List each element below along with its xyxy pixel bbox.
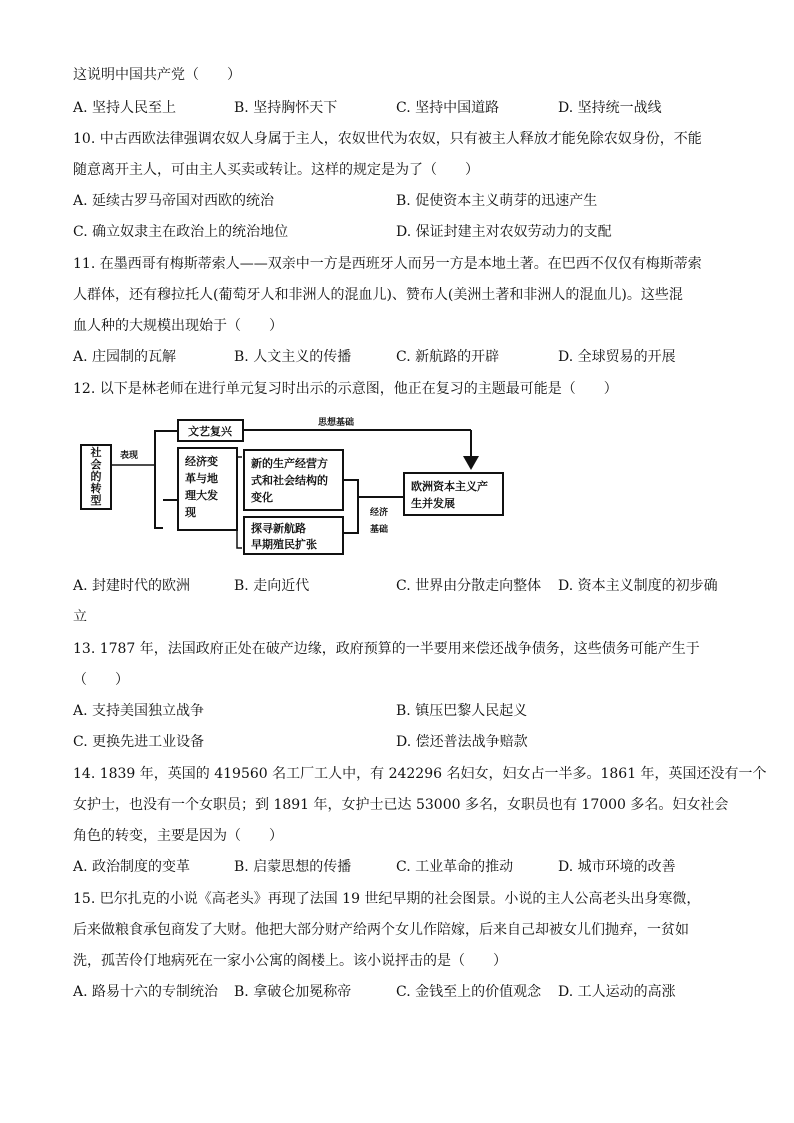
economic-change-line-3: 理大发 (185, 489, 218, 502)
economic-foundation-label-1: 经济 (370, 508, 389, 518)
q13-stem-line-1: 13. 1787 年，法国政府正处在破产边缘，政府预算的一半要用来偿还战争债务，这些债务可能产生于 (73, 641, 700, 657)
q15-stem-line-1: 15. 巴尔扎克的小说《高老头》再现了法国 19 世纪早期的社会图景。小说的主人公高老头出身寒微， (73, 891, 701, 907)
q12-option-d-wrap: 立 (73, 609, 87, 625)
q10-stem-line-2: 随意离开主人，可由主人买卖或转让。这样的规定是为了（ ） (73, 162, 479, 178)
q14-option-b: B. 启蒙思想的传播 (234, 859, 352, 875)
q13-stem-line-2: （ ） (73, 672, 129, 688)
q11-option-d: D. 全球贸易的开展 (558, 349, 676, 365)
economic-foundation-label-2: 基础 (370, 525, 389, 535)
q14-option-c: C. 工业革命的推动 (396, 859, 514, 875)
q11-option-a: A. 庄园制的瓦解 (73, 349, 177, 365)
q15-option-c: C. 金钱至上的价值观念 (396, 984, 542, 1000)
economic-change-line-2: 革与地 (185, 472, 218, 485)
q9-stem-tail: 这说明中国共产党（ ） (73, 67, 241, 83)
q11-stem-line-3: 血人种的大规模出现始于（ ） (73, 318, 283, 334)
q9-option-c: C. 坚持中国道路 (396, 100, 500, 116)
economic-change-line-1: 经济变 (185, 455, 218, 468)
new-production-line-1: 新的生产经营方 (251, 457, 328, 470)
economic-change-line-4: 现 (185, 506, 196, 519)
q15-stem-line-3: 洗，孤苦伶仃地病死在一家小公寓的阁楼上。该小说抨击的是（ ） (73, 953, 507, 969)
left-bracket (155, 431, 163, 528)
q15-option-b: B. 拿破仑加冕称帝 (234, 984, 352, 1000)
q13-option-b: B. 镇压巴黎人民起义 (396, 703, 528, 719)
thought-foundation-label: 思想基础 (318, 418, 355, 428)
q14-stem-line-1: 14. 1839 年，英国的 419560 名工厂工人中，有 242296 名妇女，妇女占一半多。1861 年，英国还没有一个 (73, 766, 767, 782)
european-capitalism-line-2: 生并发展 (411, 497, 455, 510)
social-char-2: 会 (90, 458, 102, 471)
q13-option-d: D. 偿还普法战争赔款 (396, 734, 528, 750)
q13-option-c: C. 更换先进工业设备 (73, 734, 205, 750)
social-char-5: 型 (90, 494, 102, 507)
q15-stem-line-2: 后来做粮食承包商发了大财。他把大部分财产给两个女儿作陪嫁，后来自己却被女儿们抛弃，一贫如 (73, 922, 689, 938)
q14-option-a: A. 政治制度的变革 (73, 859, 191, 875)
renaissance-label: 文艺复兴 (188, 425, 232, 438)
social-char-1: 社 (90, 446, 102, 459)
social-char-4: 转 (90, 482, 102, 495)
q11-stem-line-1: 11. 在墨西哥有梅斯蒂索人——双亲中一方是西班牙人而另一方是本地土著。在巴西不仅仅有梅斯蒂索 (73, 256, 702, 272)
q10-option-b: B. 促使资本主义萌芽的迅速产生 (396, 193, 598, 209)
q15-option-a: A. 路易十六的专制统治 (73, 984, 219, 1000)
biaoxian-label: 表现 (120, 451, 139, 461)
new-route-line-2: 早期殖民扩张 (251, 538, 317, 551)
q14-option-d: D. 城市环境的改善 (558, 859, 676, 875)
european-capitalism-line-1: 欧洲资本主义产 (411, 480, 488, 493)
inner-bracket (237, 457, 242, 548)
q11-option-b: B. 人文主义的传播 (234, 349, 352, 365)
q12-stem: 12. 以下是林老师在进行单元复习时出示的示意图，他正在复习的主题最可能是（ ） (73, 381, 618, 397)
q12-option-d: D. 资本主义制度的初步确 (558, 578, 718, 594)
q11-option-c: C. 新航路的开辟 (396, 349, 500, 365)
q15-option-d: D. 工人运动的高涨 (558, 984, 676, 1000)
q10-stem-line-1: 10. 中古西欧法律强调农奴人身属于主人，农奴世代为农奴，只有被主人释放才能免除农奴身份，不能 (73, 131, 702, 147)
q10-option-c: C. 确立奴隶主在政治上的统治地位 (73, 224, 289, 240)
social-char-3: 的 (90, 470, 102, 483)
q14-stem-line-3: 角色的转变，主要是因为（ ） (73, 828, 283, 844)
q12-option-b: B. 走向近代 (234, 578, 310, 594)
q10-option-a: A. 延续古罗马帝国对西欧的统治 (73, 193, 275, 209)
q11-stem-line-2: 人群体，还有穆拉托人(葡萄牙人和非洲人的混血儿)、赞布人(美洲土著和非洲人的混血儿)。这些混 (73, 287, 683, 303)
economic-foundation-connector (343, 480, 358, 533)
q9-option-b: B. 坚持胸怀天下 (234, 100, 338, 116)
q9-option-a: A. 坚持人民至上 (73, 100, 177, 116)
q12-option-a: A. 封建时代的欧洲 (73, 578, 191, 594)
q9-option-d: D. 坚持统一战线 (558, 100, 662, 116)
new-production-line-2: 式和社会结构的 (251, 474, 328, 487)
q10-option-d: D. 保证封建主对农奴劳动力的支配 (396, 224, 612, 240)
q14-stem-line-2: 女护士，也没有一个女职员；到 1891 年，女护士已达 53000 多名，女职员也有 17000 多名。妇女社会 (73, 797, 729, 813)
new-production-line-3: 变化 (251, 491, 273, 504)
q13-option-a: A. 支持美国独立战争 (73, 703, 205, 719)
q12-option-c: C. 世界由分散走向整体 (396, 578, 542, 594)
new-route-line-1: 探寻新航路 (251, 522, 306, 535)
